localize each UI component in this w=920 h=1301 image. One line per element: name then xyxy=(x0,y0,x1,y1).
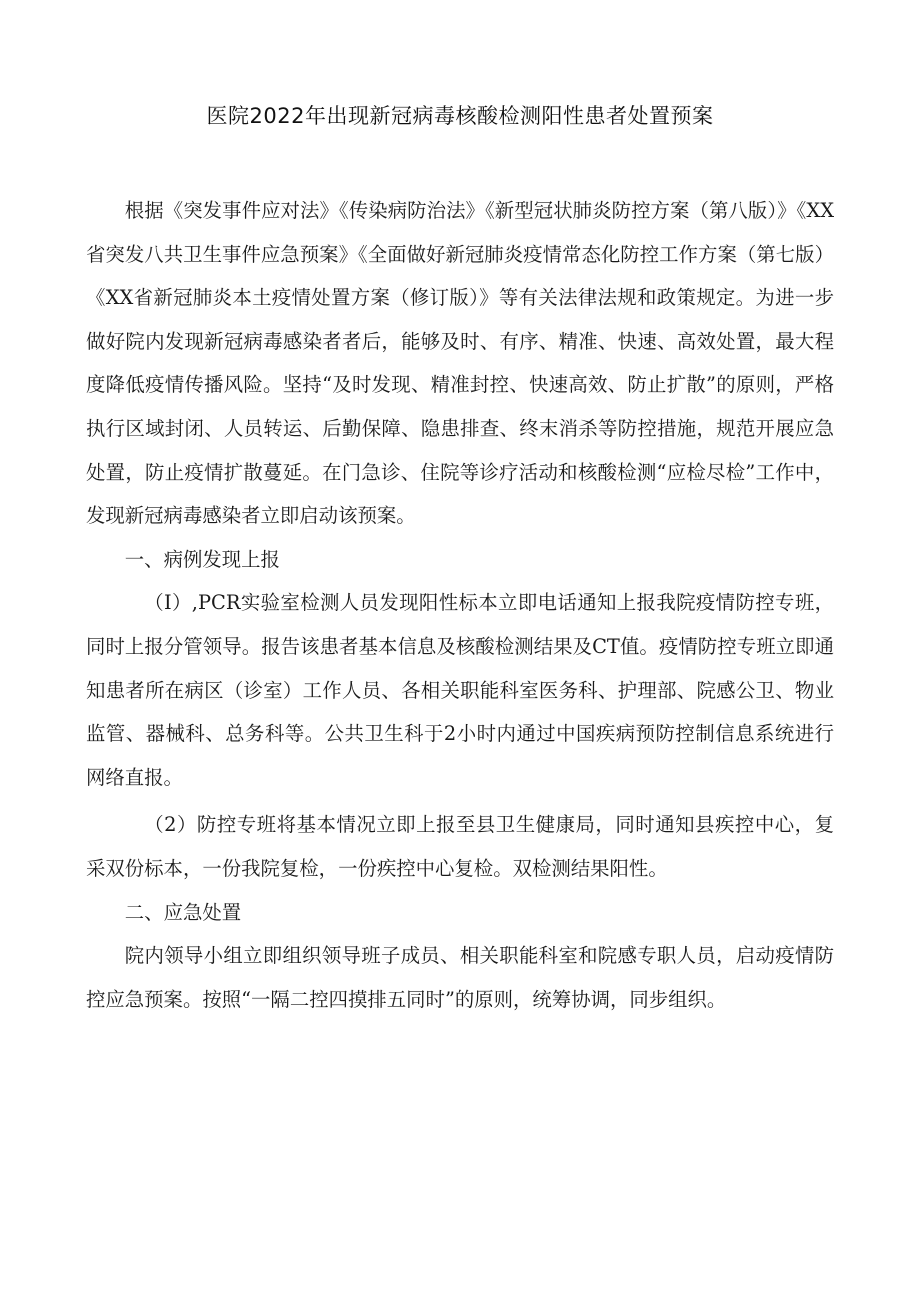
section2-paragraph: 院内领导小组立即组织领导班子成员、相关职能科室和院感专职人员，启动疫情防控应急预案。按照“一隔二控四摸排五同时”的原则，统筹协调，同步组织。 xyxy=(86,944,834,1011)
item-paragraph-2: （2）防控专班将基本情况立即上报至县卫生健康局，同时通知县疾控中心，复采双份标本，一份我院复检，一份疾控中心复检。双检测结果阳性。 xyxy=(86,813,834,880)
intro-paragraph: 根据《突发事件应对法》《传染病防治法》《新型冠状肺炎防控方案（第八版）》《XX省突发八共卫生事件应急预案》《全面做好新冠肺炎疫情常态化防控工作方案（第七版）《XX省新冠肺炎本土疫情处置方案（修订版）》等有关法律法规和政策规定。为进一步做好院内发现新冠病毒感染者者后，能够及时、有序、精准、快速、高效处置，最大程度降低疫情传播风险。坚持“及时发现、精准封控、快速高效、防止扩散”的原则，严格执行区域封闭、人员转运、后勤保障、隐患排查、终末消杀等防控措施，规范开展应急处置，防止疫情扩散蔓延。在门急诊、住院等诊疗活动和核酸检测“应检尽检”工作中，发现新冠病毒感染者立即启动该预案。 xyxy=(86,199,834,528)
section-heading-case-reporting: 一、病例发现上报 xyxy=(124,547,280,571)
document-body xyxy=(86,189,834,1021)
document-title: 医院2022年出现新冠病毒核酸检测阳性患者处置预案 xyxy=(206,104,714,128)
item-paragraph-1: （I）,PCR实验室检测人员发现阳性标本立即电话通知上报我院疫情防控专班，同时上报分管领导。报告该患者基本信息及核酸检测结果及CT值。疫情防控专班立即通知患者所在病区（诊室）工作人员、各相关职能科室医务科、护理部、院感公卫、物业监管、器械科、总务科等。公共卫生科于2小时内通过中国疾病预防控制信息系统进行网络直报。 xyxy=(86,591,834,789)
section-heading-emergency-response: 二、应急处置 xyxy=(124,900,242,924)
